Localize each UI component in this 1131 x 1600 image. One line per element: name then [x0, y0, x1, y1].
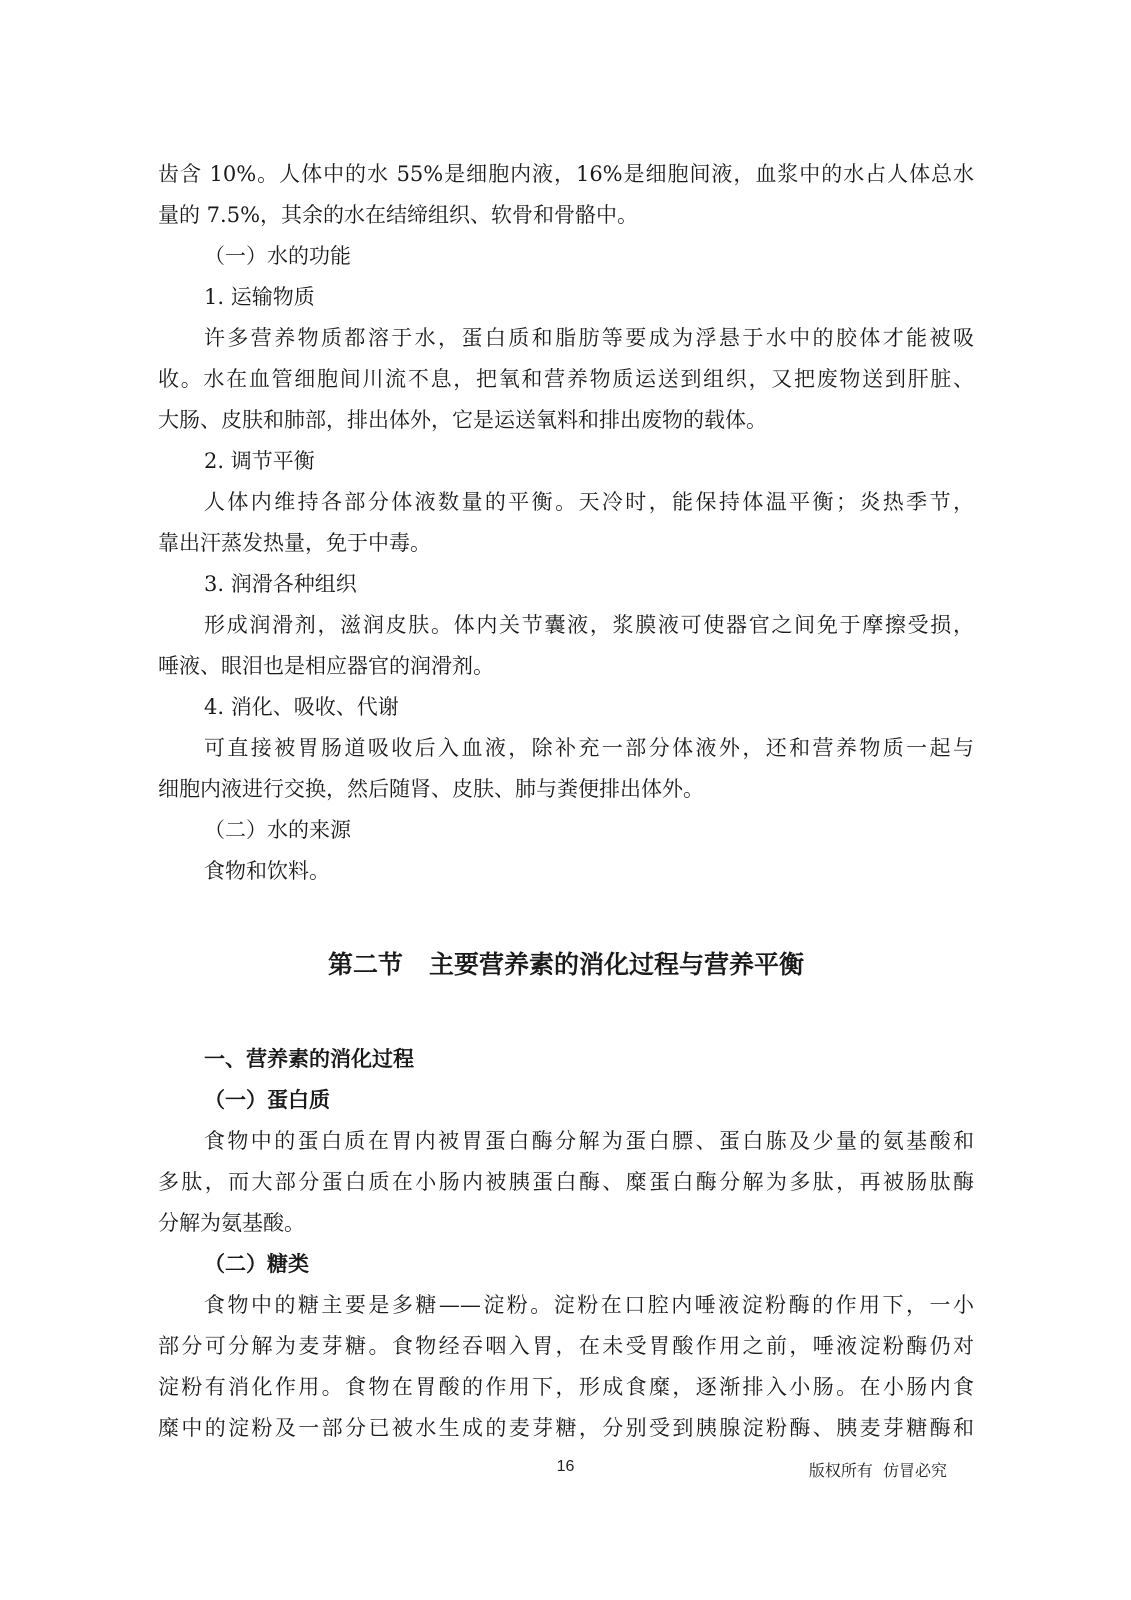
- numbered-heading: 3. 润滑各种组织: [204, 572, 357, 596]
- paragraph-line: 多肽，而大部分蛋白质在小肠内被胰蛋白酶、糜蛋白酶分解为多肽，再被肠肽酶: [158, 1170, 974, 1194]
- paragraph-line: 可直接被胃肠道吸收后入血液，除补充一部分体液外，还和营养物质一起与: [204, 736, 974, 760]
- page-number: 16: [556, 1458, 575, 1475]
- paragraph-line: 糜中的淀粉及一部分已被水生成的麦芽糖，分别受到胰腺淀粉酶、胰麦芽糖酶和: [158, 1416, 974, 1440]
- section-title: 第二节 主要营养素的消化过程与营养平衡: [327, 950, 805, 979]
- paragraph-line: 量的 7.5%，其余的水在结缔组织、软骨和骨骼中。: [158, 203, 639, 227]
- paragraph-line: 细胞内液进行交换，然后随肾、皮肤、肺与粪便排出体外。: [158, 777, 704, 801]
- paragraph-line: 食物中的糖主要是多糖——淀粉。淀粉在口腔内唾液淀粉酶的作用下，一小: [204, 1293, 974, 1317]
- paragraph-line: 人体内维持各部分体液数量的平衡。天冷时，能保持体温平衡；炎热季节，: [204, 490, 974, 514]
- paragraph-line: 大肠、皮肤和肺部，排出体外，它是运送氧料和排出废物的载体。: [158, 408, 767, 432]
- paragraph-line: 淀粉有消化作用。食物在胃酸的作用下，形成食糜，逐渐排入小肠。在小肠内食: [158, 1375, 974, 1399]
- paragraph-line: 食物和饮料。: [204, 859, 330, 883]
- paragraph-line: 食物中的蛋白质在胃内被胃蛋白酶分解为蛋白膘、蛋白胨及少量的氨基酸和: [204, 1129, 974, 1153]
- paragraph-line: 唾液、眼泪也是相应器官的润滑剂。: [158, 654, 494, 678]
- numbered-heading: 1. 运输物质: [204, 285, 315, 309]
- bold-heading: （二）糖类: [204, 1252, 309, 1276]
- paragraph-line: 靠出汗蒸发热量，免于中毒。: [158, 531, 431, 555]
- page-body: [158, 154, 974, 1449]
- paragraph-line: 形成润滑剂，滋润皮肤。体内关节囊液，浆膜液可使器官之间免于摩擦受损，: [204, 613, 974, 637]
- paragraph-line: 齿含 10%。人体中的水 55%是细胞内液，16%是细胞间液，血浆中的水占人体总水: [158, 162, 974, 186]
- paragraph-line: 收。水在血管细胞间川流不息，把氧和营养物质运送到组织，又把废物送到肝脏、: [158, 367, 974, 391]
- paragraph-line: 许多营养物质都溶于水，蛋白质和脂肪等要成为浮悬于水中的胶体才能被吸: [204, 326, 974, 350]
- bold-heading: （一）蛋白质: [204, 1088, 330, 1112]
- paragraph-line: 部分可分解为麦芽糖。食物经吞咽入胃，在未受胃酸作用之前，唾液淀粉酶仍对: [158, 1334, 974, 1358]
- subheading: （二）水的来源: [204, 818, 351, 842]
- subheading: （一）水的功能: [204, 244, 351, 268]
- copyright-notice: 版权所有 仿冒必究: [808, 1461, 947, 1480]
- paragraph-line: 分解为氨基酸。: [158, 1211, 305, 1235]
- bold-heading: 一、营养素的消化过程: [204, 1047, 414, 1071]
- numbered-heading: 4. 消化、吸收、代谢: [204, 695, 399, 719]
- numbered-heading: 2. 调节平衡: [204, 449, 315, 473]
